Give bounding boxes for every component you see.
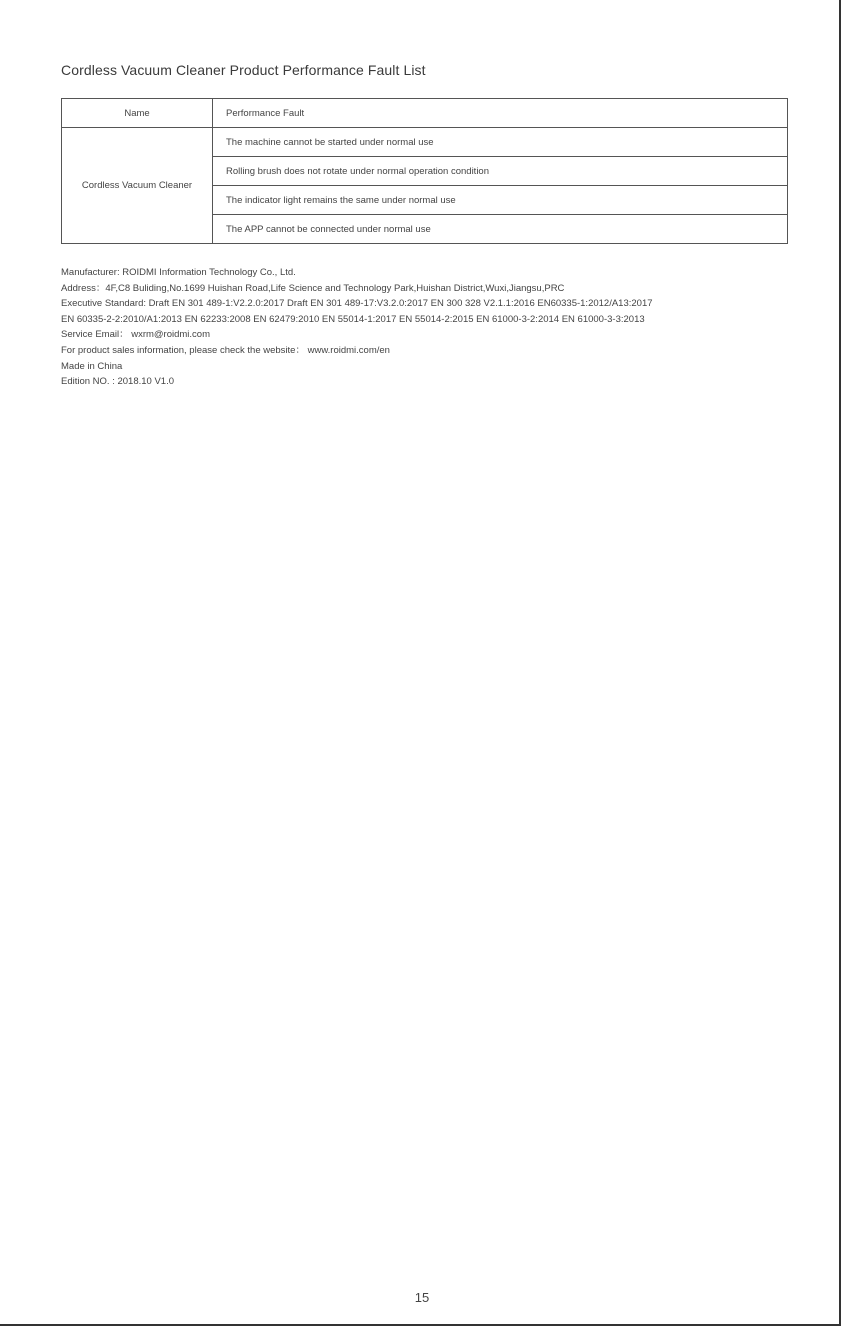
address-line: Address：4F,C8 Buliding,No.1699 Huishan Road,Life Science and Technology Park,Huishan District,Wuxi,Jiangsu,PRC xyxy=(61,282,565,294)
page-number: 15 xyxy=(414,1290,430,1305)
product-name-cell: Cordless Vacuum Cleaner xyxy=(62,128,213,244)
fault-cell: Rolling brush does not rotate under normal operation condition xyxy=(213,157,788,186)
website-line: For product sales information, please check the website： www.roidmi.com/en xyxy=(61,344,390,356)
fault-cell: The machine cannot be started under normal use xyxy=(213,128,788,157)
fault-cell: The APP cannot be connected under normal use xyxy=(213,215,788,244)
header-name: Name xyxy=(62,99,213,128)
standard-line: EN 60335-2-2:2010/A1:2013 EN 62233:2008 EN 62479:2010 EN 55014-1:2017 EN 55014-2:2015 EN 61000-3-2:2014 EN 61000-3-3:2013 xyxy=(61,313,645,325)
fault-cell: The indicator light remains the same under normal use xyxy=(213,186,788,215)
edition-line: Edition NO. : 2018.10 V1.0 xyxy=(61,376,175,388)
standard-line: Executive Standard: Draft EN 301 489-1:V2.2.0:2017 Draft EN 301 489-17:V3.2.0:2017 EN 300 328 V2.1.1:2016 EN60335-1:2012/A13:2017 xyxy=(61,298,653,310)
table-header-row xyxy=(62,99,788,128)
manufacturer-info xyxy=(61,265,653,390)
manufacturer-line: Manufacturer: ROIDMI Information Technology Co., Ltd. xyxy=(61,267,296,278)
page-title: Cordless Vacuum Cleaner Product Performance Fault List xyxy=(61,62,426,78)
header-performance-fault: Performance Fault xyxy=(213,99,788,128)
table-row xyxy=(62,128,788,157)
fault-table xyxy=(61,98,788,244)
made-in-line: Made in China xyxy=(61,360,123,372)
service-email-line: Service Email： wxrm@roidmi.com xyxy=(61,329,210,341)
